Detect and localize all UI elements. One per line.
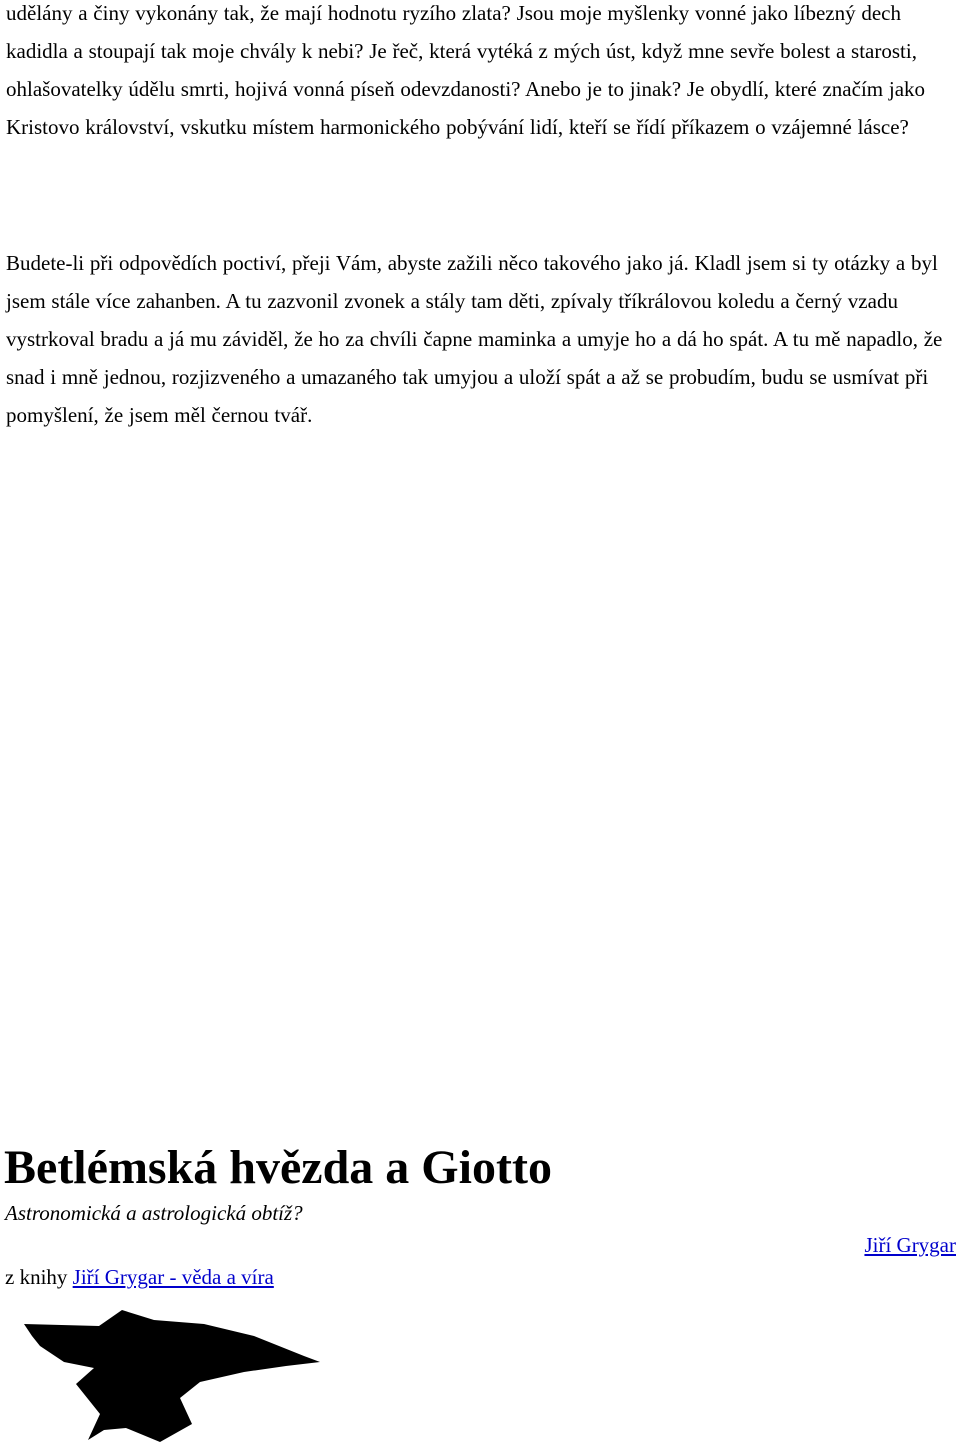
next-article-subtitle: Astronomická a astrologická obtíž? (5, 1201, 303, 1225)
article-paragraph-2: Budete-li při odpovědích poctiví, přeji Vám, abyste zažili něco takového jako já. Kladl jsem si ty otázky a byl jsem stále více zahanben. A tu zazvonil zvonek a stály tam děti, zpívaly tříkrálovou koledu a černý vzadu vystrkoval bradu a já mu záviděl, že ho za chvíli čapne maminka a umyje ho a dá ho spát. A tu mě napadlo, že snad i mně jednou, rozjizveného a umazaného tak umyjou a uloží spát a až se probudím, budu se usmívat při pomyšlení, že jsem měl černou tvář. (6, 251, 943, 427)
author-link[interactable]: Jiří Grygar (864, 1233, 956, 1257)
next-article-title: Betlémská hvězda a Giotto (4, 1141, 552, 1194)
source-prefix: z knihy (5, 1265, 68, 1289)
book-link[interactable]: Jiří Grygar - věda a víra (72, 1265, 274, 1289)
source-line (5, 1262, 274, 1292)
article-paragraph-1: udělány a činy vykonány tak, že mají hodnotu ryzího zlata? Jsou moje myšlenky vonné jako líbezný dech kadidla a stoupají tak moje chvály k nebi? Je řeč, která vytéká z mých úst, když mne sevře bolest a starosti, ohlašovatelky údělu smrti, hojivá vonná píseň odevzdanosti? Anebo je to jinak? Je obydlí, které značím jako Kristovo království, vskutku místem harmonického pobývání lidí, kteří se řídí příkazem o vzájemné lásce? (6, 1, 926, 139)
comet-star-icon (4, 1306, 322, 1443)
